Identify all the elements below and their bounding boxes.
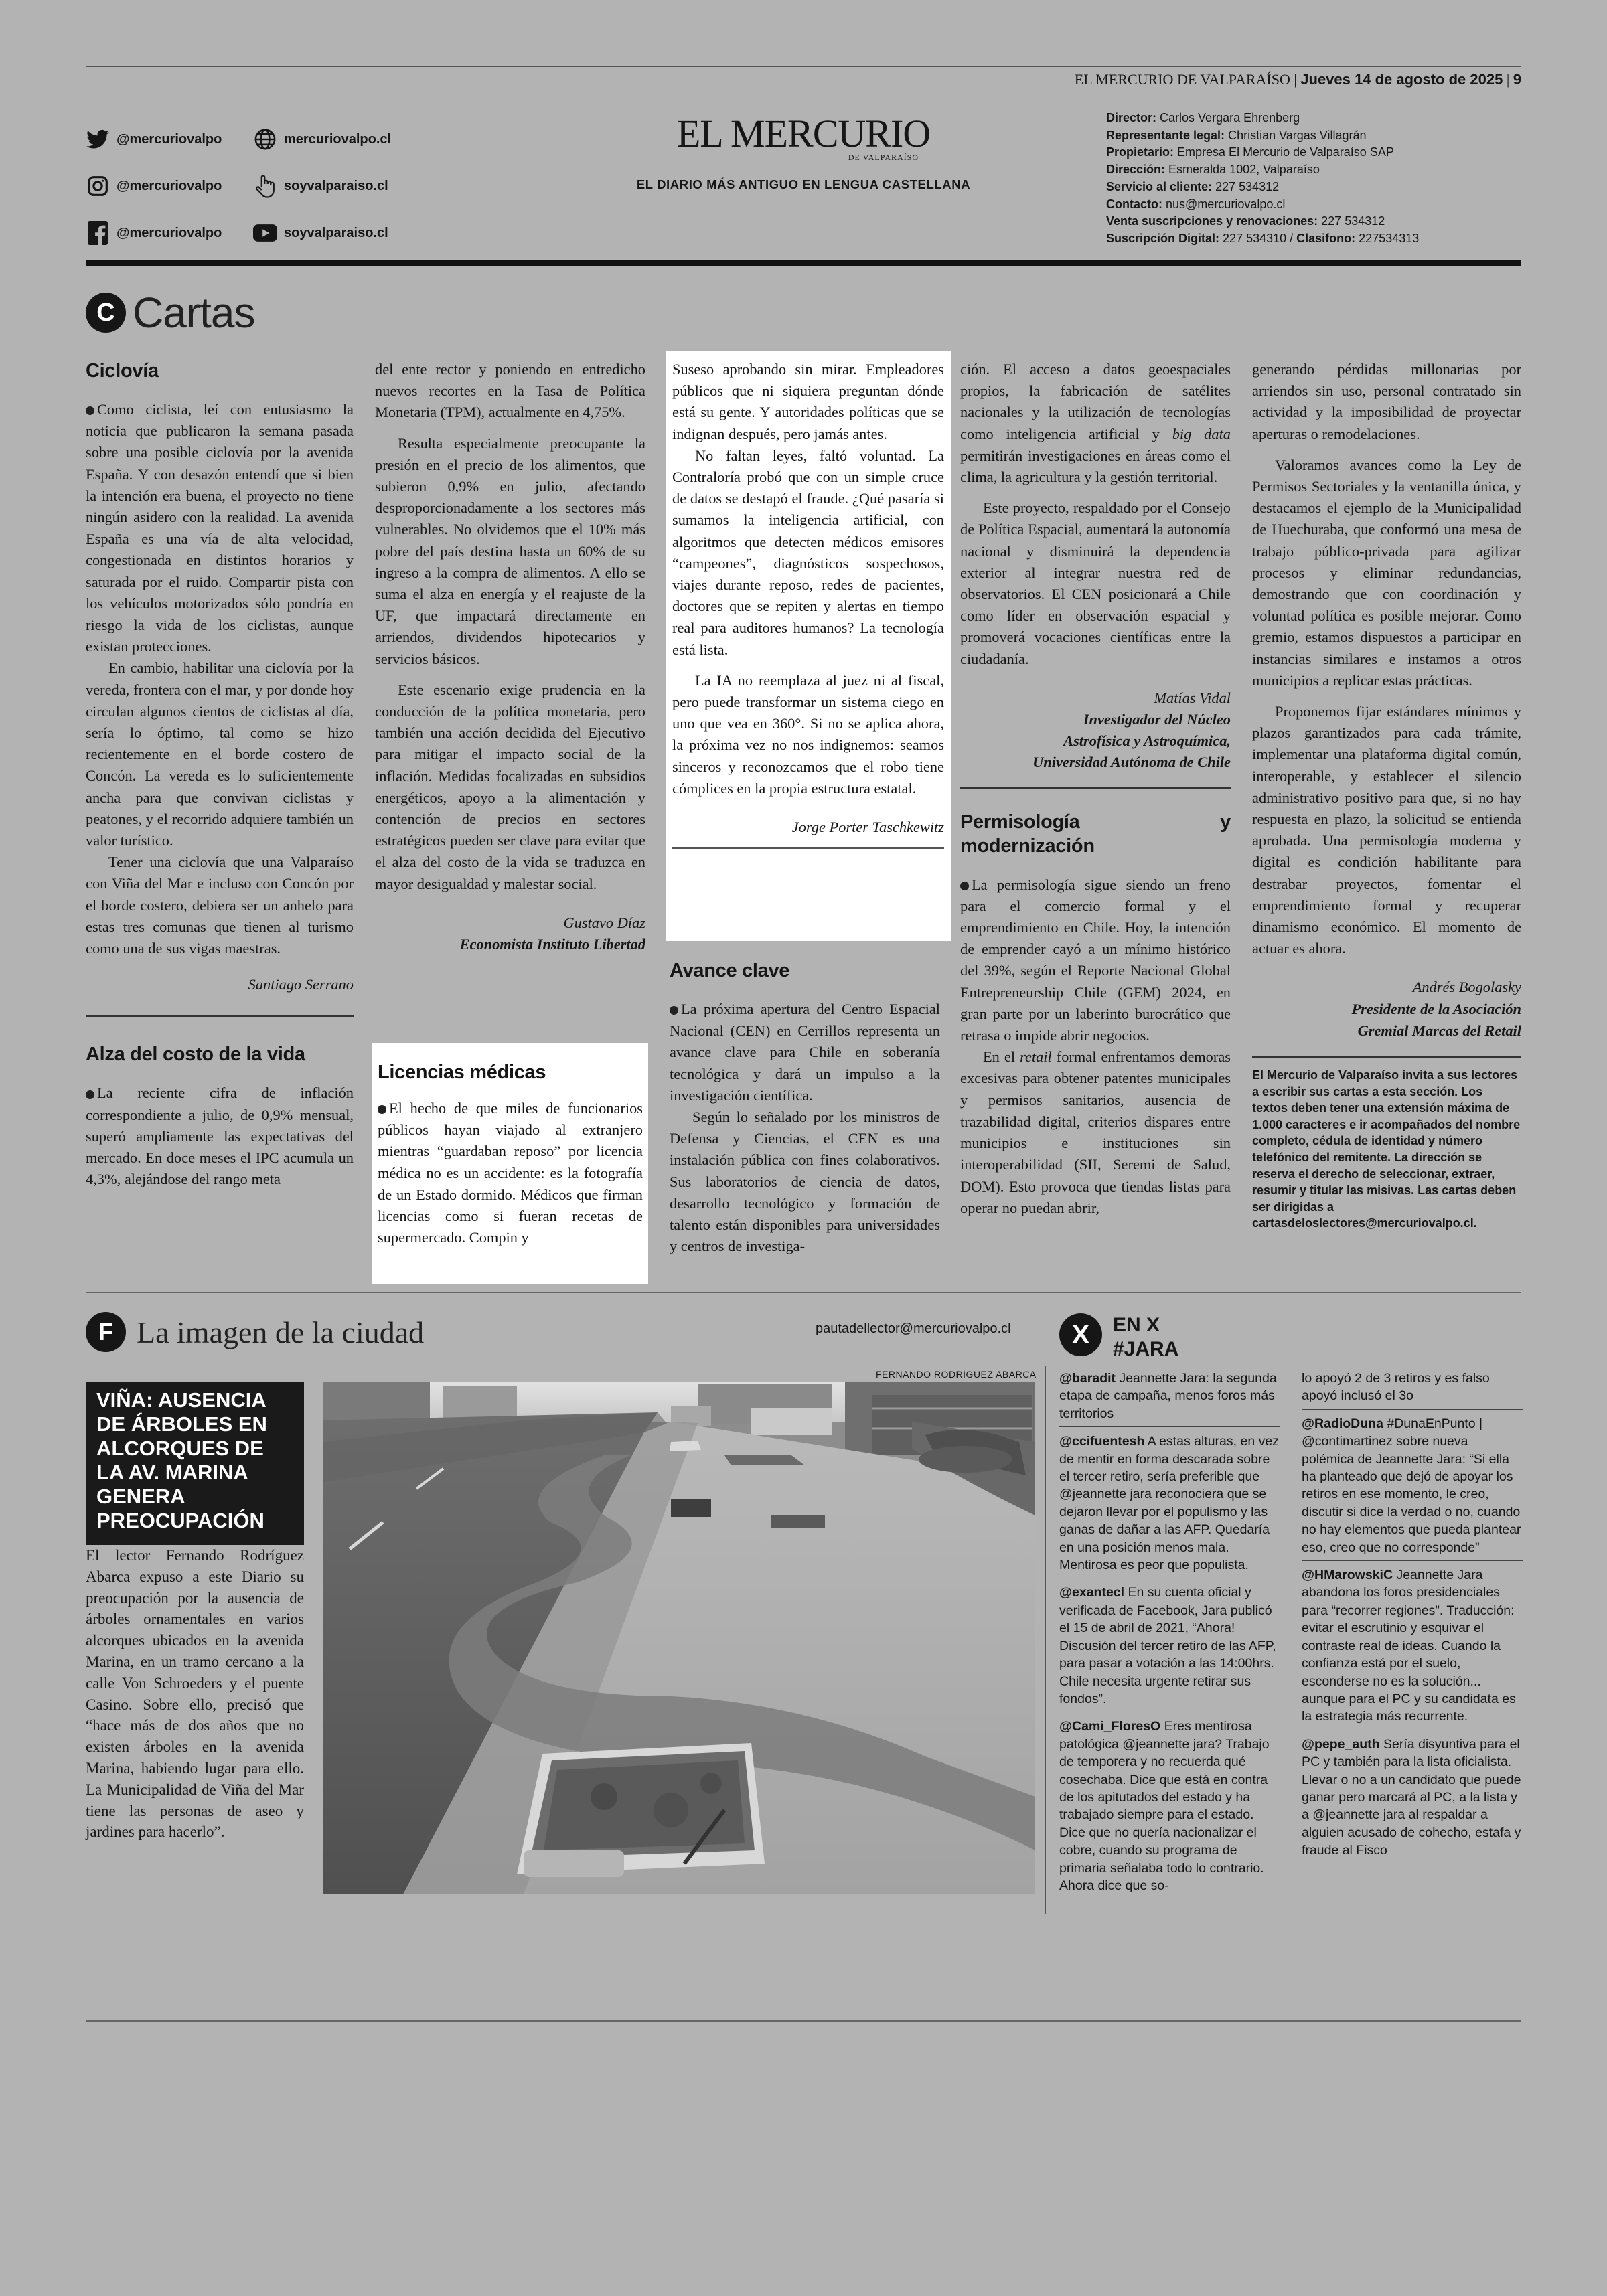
tweets-column-2: [1302, 1370, 1523, 1869]
youtube-icon: [253, 221, 277, 245]
directory-line: Propietario: Empresa El Mercurio de Valparaíso SAP: [1106, 145, 1394, 159]
directory-line: Servicio al cliente: 227 534312: [1106, 179, 1280, 193]
section-title: La imagen de la ciudad: [137, 1315, 425, 1349]
letter-paragraph: Suseso aprobando sin mirar. Empleadores públicos que ni siquiera preguntan dónde está su gente. Y autoridades políticas que se indignan después, pero jamás antes.: [672, 361, 944, 442]
letters-column-2: [375, 359, 645, 955]
letters-column-3-box: [666, 351, 951, 941]
letter-paragraph: del ente rector y poniendo en entredicho nuevos recortes en la Tasa de Política Monetaria (TPM), actualmente en 4,75%.: [375, 361, 645, 421]
letters-column-5: [1252, 359, 1521, 1232]
x-title: [1113, 1313, 1178, 1362]
x-title-line: EN X: [1113, 1314, 1160, 1336]
letter-paragraph: Valoramos avances como la Ley de Permisos Sectoriales y la ventanilla única, y destacamos el ejemplo de la Municipalidad de Huechuraba, que conformó una mesa de trabajo público-privada para agilizar procesos y eliminar redundancias, demostrando que con coordinación y voluntad política es posible mejorar. Como gremio, estamos dispuestos a participar en instancias similares e instamos a otros municipios a replicar estas prácticas.: [1252, 456, 1521, 689]
letter-paragraph: Como ciclista, leí con entusiasmo la noticia que publicaron la semana pasada sobre una posible ciclovía por la avenida España. Y con desazón entendí que si bien la intención era buena, el proyecto no tiene ningún asidero con la realidad. La avenida España es una vía de alta velocidad, congestionada en distintos horarios y saturada por el ruido. Compartir pista con los vehículos motorizados sólo pondría en riesgo la vida de los ciclistas, aunque existan protecciones.: [86, 401, 354, 655]
letter-paragraph: ción. El acceso a datos geoespaciales propios, la fabricación de satélites nacionales y la utilización de tecnologías como inteligencia artificial y big data permitirán investigaciones en áreas como el clima, la agricultura y la gestión territorial.: [960, 361, 1231, 486]
letter-signature: Matías Vidal Investigador del Núcleo Astrofísica y Astroquímica, Universidad Autónoma de Chile: [1032, 689, 1231, 771]
tweet[interactable]: @exantecl En su cuenta oficial y verificada de Facebook, Jara publicó el 15 de abril de 2021, “Ahora! Discusión del tercer retiro de las AFP, para pasar a votación a las 14:00hrs. Chile necesita urgente retirar sus fondos”.: [1059, 1584, 1280, 1712]
logo-tagline: EL DIARIO MÁS ANTIGUO EN LENGUA CASTELLANA: [636, 177, 971, 191]
tweet-handle[interactable]: @RadioDuna: [1302, 1416, 1383, 1431]
masthead-rule: [86, 260, 1521, 266]
facebook-icon: [86, 221, 110, 245]
tweet-handle[interactable]: @pepe_auth: [1302, 1736, 1380, 1752]
social-facebook-label: @mercuriovalpo: [117, 225, 222, 240]
letter-paragraph: Según lo señalado por los ministros de Defensa y Ciencias, el CEN es una instalación pública con fines colaborativos. Sus laboratorios de ciencia de datos, desarrollo tecnológico y formación de talento están disponibles para universidades y centros de investiga-: [670, 1109, 940, 1255]
logo-sub: DE VALPARAÍSO: [848, 153, 919, 162]
letter-title: Ciclovía: [86, 360, 159, 382]
letter-signature: Jorge Porter Taschkewitz: [791, 819, 944, 836]
logo-main: EL MERCURIO: [676, 112, 931, 155]
social-instagram-label: @mercuriovalpo: [117, 178, 222, 193]
letter-paragraph: La IA no reemplaza al juez ni al fiscal, pero puede transformar un sistema ciego en uno que vea en 360°. Si no se aplica ahora, la próxima vez no nos indignemos: seamos sinceros y reconozcamos que el robo tiene cómplices en la propia estructura estatal.: [672, 671, 944, 797]
letter-paragraph: En cambio, habilitar una ciclovía por la vereda, frontera con el mar, y por donde hoy circulan algunos cientos de ciclistas al día, sería lo óptimo, tal como se hizo recientemente en el borde costero de Concón. La vereda es lo suficientemente ancha para que convivan ciclistas y peatones, y el recorrido adquiere también un valor turístico.: [86, 659, 354, 849]
tweets-column-1: [1059, 1370, 1280, 1904]
section-rule: [86, 1292, 1521, 1293]
social-youtube[interactable]: [253, 221, 420, 245]
letter-paragraph: En el retail formal enfrentamos demoras excesivas para obtener patentes municipales y permisos sanitarios, ausencia de trazabilidad digital, criterios dispares entre municipios e instituciones sin interoperabilidad (SII, Seremi de Salud, DOM). Esto provoca que tiendas listas para operar no puedan abrir,: [960, 1048, 1231, 1216]
tweet[interactable]: @pepe_auth Sería disyuntiva para el PC y también para la lista oficialista. Llevar o no a un candidato que puede ganar pero marcará al PC, a la lista y a @jeannette jara al respaldar a alguien acusado de cohecho, estafa y fraude al Fisco: [1302, 1736, 1521, 1858]
folio-page: 9: [1513, 71, 1521, 88]
x-section-header: [1059, 1313, 1178, 1362]
letter-paragraph: No faltan leyes, faltó voluntad. La Contraloría probó que con un simple cruce de datos se destapó el fraude. ¿Qué pasaría si sumamos la inteligencia artificial, con algoritmos que detecten médicos emisores “campeones”, diagnósticos sospechosos, viajes durante reposo, redes de pacientes, doctores que se repiten y alertas en tiempo real para auditores humanos? La tecnología está lista.: [672, 446, 944, 658]
twitter-icon: [86, 127, 110, 151]
directory-line: Representante legal: Christian Vargas Villagrán: [1106, 128, 1367, 142]
letters-column-3: [670, 959, 940, 1257]
letter-signature: Gustavo Díaz Economista Instituto Libertad: [459, 914, 645, 953]
social-youtube-label: soyvalparaiso.cl: [284, 225, 388, 240]
letter-title: Licencias médicas: [378, 1062, 546, 1083]
staff-directory: [1106, 110, 1508, 248]
letters-column-4: [960, 359, 1231, 1219]
tweet[interactable]: @baradit Jeannette Jara: la segunda etapa de campaña, menos foros más territorios: [1059, 1370, 1280, 1427]
social-web[interactable]: [253, 127, 420, 151]
x-logo-icon: X: [1059, 1313, 1102, 1356]
social-facebook[interactable]: [86, 221, 253, 245]
letter-paragraph: El hecho de que miles de funcionarios públicos hayan viajado al extranjero mientras “guardaban reposo” por licencia médica no es un accidente: es la fotografía de un Estado dormido. Médicos que firman licencias como si fueran recetas de supermercado. Compin y: [378, 1100, 643, 1246]
letter-paragraph: La próxima apertura del Centro Espacial Nacional (CEN) en Cerrillos representa un avance clave para Chile en soberanía tecnológica y dará un impulso a la investigación científica.: [670, 1001, 940, 1104]
letter-paragraph: La reciente cifra de inflación correspondiente a julio, de 0,9% mensual, superó ampliamente las expectativas del mercado. En doce meses el IPC acumula un 4,3%, alejándose del rango meta: [86, 1084, 354, 1188]
tweet-handle[interactable]: @exantecl: [1059, 1585, 1125, 1601]
directory-line: Dirección: Esmeralda 1002, Valparaíso: [1106, 163, 1320, 177]
photo-credit: FERNANDO RODRÍGUEZ ABARCA: [876, 1369, 1037, 1380]
letter-signature: Andrés Bogolasky Presidente de la Asociación Gremial Marcas del Retail: [1351, 979, 1521, 1039]
letter-paragraph: Este escenario exige prudencia en la conducción de la política monetaria, pero también una acción decidida del Ejecutivo para mitigar el impacto social de la inflación. Medidas focalizadas en subsidios energéticos, apoyo a la alimentación y contención de precios en sectores estratégicos pueden ser clave para evitar que el alza del costo de la vida se traduzca en mayor desigualdad y malestar social.: [375, 681, 645, 892]
tweet[interactable]: @HMarowskiC Jeannette Jara abandona los foros presidenciales para “recorrer regiones”. Traducción: evitar el escrutinio y esquivar el contraste real de ideas. Cuando la confianza está por el suelo, esconderse no es la solución... aunque para el PC y su candidata es la estrategia más recurrente.: [1302, 1566, 1523, 1730]
letter-paragraph: La permisología sigue siendo un freno para el comercio formal y el emprendimiento en Chile. Hoy, la intención de emprender cayó a un mínimo histórico del 39%, según el Reporte Nacional Global Entrepreneurship Chile (GEM) 2024, en gran parte por un laberinto burocrático que retrasa o impide abrir negocios.: [960, 876, 1231, 1044]
letter-divider: [960, 787, 1231, 789]
x-section-separator: [1045, 1366, 1046, 1914]
letter-paragraph: generando pérdidas millonarias por arriendos sin uso, personal contratado sin actividad y la imposibilidad de proyectar aperturas o remodelaciones.: [1252, 361, 1521, 442]
tweet[interactable]: @ccifuentesh A estas alturas, en vez de mentir en forma descarada sobre el tercer retiro, sería preferible que @jeannette jara reconociera que se dejaron llevar por el populismo y las ganas de dañar a las AFP. Quedaría en una posición menos mala. Mentirosa es peor que populista.: [1059, 1432, 1280, 1578]
city-headline: VIÑA: AUSENCIA DE ÁRBOLES EN ALCORQUES DE LA AV. MARINA GENERA PREOCUPACIÓN: [86, 1382, 304, 1545]
social-instagram[interactable]: [86, 174, 253, 198]
letter-signature: Santiago Serrano: [248, 976, 354, 993]
section-badge: F: [86, 1312, 126, 1352]
social-twitter-label: @mercuriovalpo: [117, 131, 222, 147]
social-twitter[interactable]: [86, 127, 253, 151]
folio-date: Jueves 14 de agosto de 2025: [1300, 71, 1503, 88]
letter-paragraph: Este proyecto, respaldado por el Consejo de Política Espacial, aumentará la autonomía nacional y disminuirá la dependencia exterior al integrar nuestra red de observatorios. El CEN posicionará a Chile como líder en observación espacial y promoverá vocaciones científicas entre la ciudadanía.: [960, 499, 1231, 667]
directory-line: Suscripción Digital: 227 534310 / Clasifono: 227534313: [1106, 231, 1420, 245]
social-links: [86, 127, 434, 245]
social-web-label: mercuriovalpo.cl: [284, 131, 392, 147]
letter-paragraph: Resulta especialmente preocupante la presión en el precio de los alimentos, que subieron 0,9% en julio, afectando desproporcionadamente a los sectores más vulnerables. No olvidemos que el 10% más pobre del país destina hasta un 60% de su ingreso a la compra de alimentos. A ello se suma el alza en energía y el reajuste de la UF, que impactará directamente en arriendos, dividendos hipotecarios y servicios básicos.: [375, 434, 645, 667]
section-title: Cartas: [133, 289, 255, 337]
letter-divider: [86, 1015, 354, 1017]
x-title-line: #JARA: [1113, 1338, 1179, 1360]
tweet-handle[interactable]: @ccifuentesh: [1059, 1434, 1145, 1449]
letters-licencias-box: [372, 1043, 648, 1284]
globe-icon: [253, 127, 277, 151]
city-photo: [323, 1382, 1035, 1894]
section-city-header: [86, 1312, 424, 1352]
letter-divider: [1252, 1056, 1521, 1058]
city-text: El lector Fernando Rodríguez Abarca expuso a este Diario su preocupación por la ausencia de árboles ornamentales en varios alcorques ubicados en la avenida Marina, en un tramo cercano a la calle Von Schroeders y el puente Casino. Sobre ello, precisó que “hace más de dos años que no existen árboles en la avenida Marina, habiendo lugar para ello. La Municipalidad de Viña del Mar tiene las personas de aseo y jardines para hacerlo”.: [86, 1547, 304, 1841]
section-badge: C: [86, 293, 126, 333]
letter-paragraph: Proponemos fijar estándares mínimos y plazos garantizados para cada trámite, implementar una plataforma digital común, interoperable, y establecer el silencio administrativo positivo para que, si no hay respuesta en plazo, la solicitud se entienda aprobada. Una permisología moderna y digital es condición habilitante para destrabar proyectos, fomentar el emprendimiento formal y recuperar dinamismo económico. El momento de actuar es ahora.: [1252, 703, 1521, 957]
top-rule: [86, 66, 1521, 67]
social-soyvalpo-label: soyvalparaiso.cl: [284, 178, 388, 193]
tweet-handle[interactable]: @baradit: [1059, 1371, 1116, 1386]
folio: EL MERCURIO DE VALPARAÍSO | Jueves 14 de agosto de 2025 | 9: [1074, 71, 1521, 88]
letter-title: Alza del costo de la vida: [86, 1044, 305, 1066]
letter-title: Avance clave: [670, 960, 790, 981]
tweet[interactable]: @Cami_FloresO Eres mentirosa patológica @jeannette jara? Trabajo de temporera y no recuerda qué cosechaba. Dice que está en contra de los apitutados del estado y ha trabajado siempre para el estado. Dice que no quería nacionalizar el cobre, cuando su programa de primaria señalaba todo lo contrario. Ahora dice que so-: [1059, 1719, 1270, 1893]
letter-divider: [672, 847, 944, 849]
social-soyvalpo[interactable]: [253, 174, 420, 198]
tweet[interactable]: lo apoyó 2 de 3 retiros y es falso apoyó inclusó el 3o: [1302, 1370, 1523, 1410]
section-letters-header: [86, 288, 255, 337]
tweet[interactable]: @RadioDuna #DunaEnPunto | @contimartinez sobre nueva polémica de Jeannette Jara: “Si ella ha planteado que dejó de apoyar los retiros en ese momento, le creo, discutir si dice la verdad o no, cuando no hay elementos que pueda plantear eso, creo que no corresponde”: [1302, 1415, 1523, 1561]
tweet-handle[interactable]: @HMarowskiC: [1302, 1568, 1393, 1583]
instagram-icon: [86, 174, 110, 198]
tweet-handle[interactable]: @Cami_FloresO: [1059, 1719, 1161, 1734]
letters-column-1: [86, 359, 354, 1191]
masthead-logo[interactable]: [636, 112, 971, 192]
directory-line: Director: Carlos Vergara Ehrenberg: [1106, 111, 1300, 125]
directory-line: Venta suscripciones y renovaciones: 227 534312: [1106, 214, 1385, 228]
bottom-rule: [86, 2020, 1521, 2022]
letter-paragraph: Tener una ciclovía que una Valparaíso con Viña del Mar e incluso con Concón por el borde costero, debiera ser un anhelo para estas tres comunas que tienen al turismo como una de sus vigas maestras.: [86, 853, 354, 957]
letter-title: Permisología y modernización: [960, 811, 1231, 857]
letters-notice: El Mercurio de Valparaíso invita a sus lectores a escribir sus cartas a esta sección. Los textos deben tener una extensión máxima de 1.000 caracteres e ir acompañados del nombre completo, cédula de identidad y número telefónico del remitente. La dirección se reserva el derecho de seleccionar, extraer, resumir y titular las misivas. Las cartas deben ser dirigidas a cartasdeloslectores@mercuriovalpo.cl.: [1252, 1068, 1521, 1230]
folio-paper: EL MERCURIO DE VALPARAÍSO: [1074, 71, 1290, 88]
reader-email-link[interactable]: pautadellector@mercuriovalpo.cl: [816, 1321, 1011, 1336]
pointer-hand-icon: [253, 174, 277, 198]
directory-line: Contacto: nus@mercuriovalpo.cl: [1106, 197, 1286, 211]
